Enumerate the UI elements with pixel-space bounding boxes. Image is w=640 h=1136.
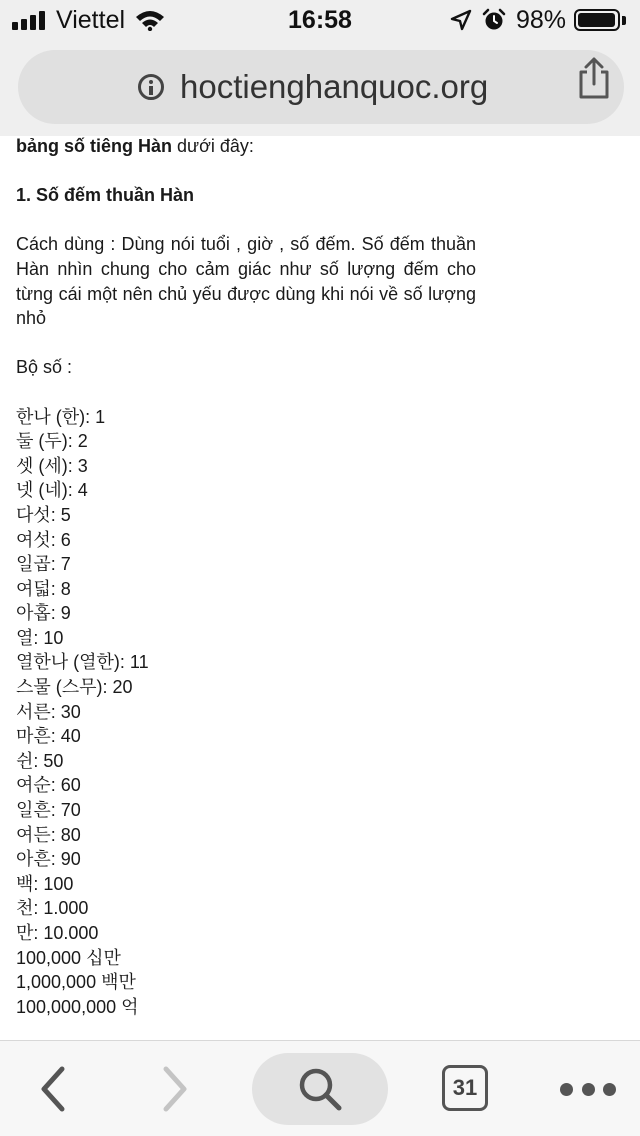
article-content [16,134,476,1019]
info-icon[interactable] [138,74,164,100]
search-button[interactable] [252,1053,388,1125]
number-item: 천: 1.000 [16,898,89,919]
number-item: 만: 10.000 [16,923,99,943]
number-item: 아홉: 9 [16,603,71,624]
number-item: 넷 (네): 4 [16,480,88,501]
number-item: 여순: 60 [16,775,81,796]
number-item: 열: 10 [16,627,64,648]
number-item: 마흔: 40 [16,726,81,747]
intro-bold: bảng số tiêng Hàn [16,136,173,156]
usage-paragraph: Cách dùng : Dùng nói tuổi , giờ , số đếm. Số đếm thuần Hàn nhìn chung cho cảm giác như số lượng đếm cho từng cái một nên chủ yếu được dùng khi nói về số lượng nhỏ [16,234,476,329]
number-item: 둘 (두): 2 [16,431,88,452]
number-item: 100,000,000 억 [16,996,139,1017]
number-item: 한나 (한): 1 [16,406,106,427]
intro-rest: dưới đây: [172,136,254,156]
url-text[interactable]: hoctienghanquoc.org [180,68,489,105]
browser-address-area [0,40,640,136]
section-heading: 1. Số đếm thuần Hàn [16,185,195,206]
status-bar [0,0,640,40]
number-item: 1,000,000 백만 [16,972,136,993]
battery-icon [574,9,620,31]
carrier-name: Viettel [56,5,126,34]
number-item: 100,000 십만 [16,947,121,968]
address-bar[interactable] [18,50,624,124]
number-item: 일곱: 7 [16,554,71,575]
number-item: 스물 (스무): 20 [16,677,133,698]
set-label: Bộ số : [16,357,73,378]
share-icon[interactable] [574,56,614,100]
number-item: 쉰: 50 [16,750,64,771]
battery-nub [622,16,626,25]
status-right [450,6,626,34]
url-display[interactable] [138,50,488,124]
number-item: 여든: 80 [16,824,81,845]
number-item: 백: 100 [16,873,74,894]
battery-percent: 98% [515,5,566,34]
number-item: 여덟: 8 [16,578,71,599]
status-time: 16:58 [288,6,352,34]
battery-level [578,13,615,27]
number-item: 일흔: 70 [16,800,81,821]
location-arrow-icon [450,9,472,31]
browser-toolbar [0,1040,640,1136]
number-item: 열한나 (열한): 11 [16,652,149,673]
number-item: 아흔: 90 [16,849,81,870]
number-item: 다섯: 5 [16,504,71,525]
tab-count: 31 [452,1075,478,1100]
numbers-list [16,405,476,1020]
search-icon [296,1065,344,1113]
tabs-icon[interactable] [442,1065,488,1111]
alarm-icon [482,8,506,32]
forward-icon[interactable] [152,1063,196,1115]
number-item: 셋 (세): 3 [16,455,88,476]
more-icon[interactable] [560,1077,616,1101]
intro-line [16,134,476,159]
number-item: 서른: 30 [16,701,81,722]
number-item: 여섯: 6 [16,529,71,550]
back-icon[interactable] [32,1063,76,1115]
